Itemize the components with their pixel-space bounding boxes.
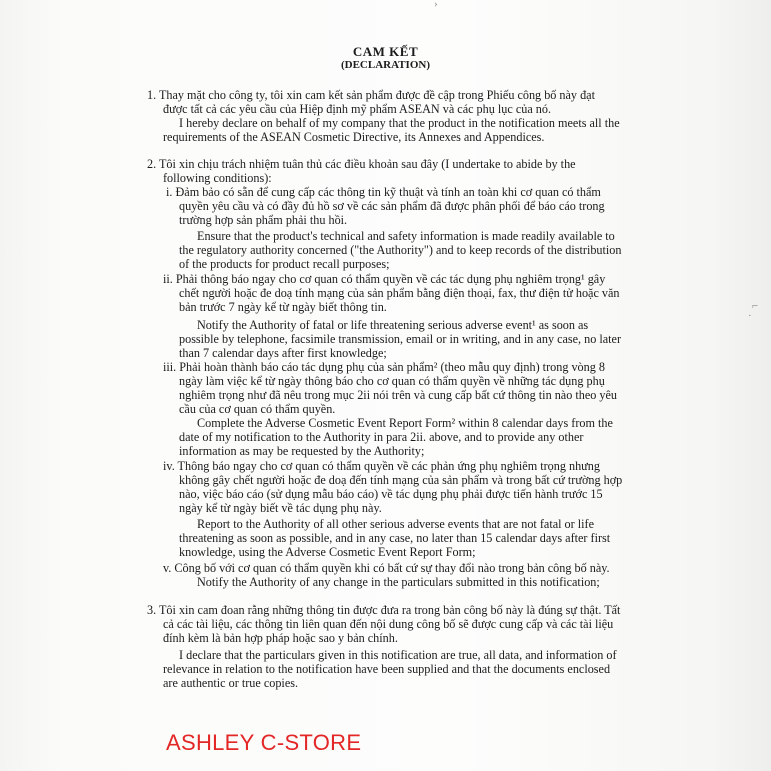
item-ii-en-line: than 7 calendar days after first knowledge;	[179, 346, 387, 360]
item-iii-en-line: Complete the Adverse Cosmetic Event Report Form² within 8 calendar days from the	[197, 416, 613, 430]
item-i-vi-line: i. Đảm bảo có sẵn để cung cấp các thông tin kỹ thuật và tính an toàn khi cơ quan có thẩm	[166, 185, 601, 199]
item-v-vi-line: v. Công bố với cơ quan có thẩm quyền khi có bất cứ sự thay đổi nào trong bản công bố này.	[163, 561, 610, 575]
section1-en-line: I hereby declare on behalf of my company that the product in the notification meets all the	[179, 116, 620, 130]
section1-vi-line: 1. Thay mặt cho công ty, tôi xin cam kết sản phẩm được đề cập trong Phiếu công bố này đạt	[147, 88, 595, 102]
store-watermark: ASHLEY C-STORE	[166, 730, 362, 755]
section2-intro-line: following conditions):	[163, 171, 272, 185]
section3-vi-line: đính kèm là bản hợp pháp hoặc sao y bản chính.	[163, 631, 398, 645]
item-iv-vi-line: không gây chết người hoặc đe doạ đến tính mạng của sản phẩm và trong bất cứ trường hợp	[179, 473, 623, 487]
item-ii-en-line: possible by telephone, facsimile transmission, email or in writing, and in any case, no later	[179, 332, 622, 346]
section1-en-line: requirements of the ASEAN Cosmetic Directive, its Annexes and Appendices.	[163, 130, 545, 144]
document-title: CAM KẾT	[352, 44, 419, 59]
item-iv-vi-line: iv. Thông báo ngay cho cơ quan có thẩm quyền về các phản ứng phụ nghiêm trọng nhưng	[163, 459, 600, 473]
item-iii-vi-line: iii. Phải hoàn thành báo cáo tác dụng phụ của sản phẩm² (theo mẫu quy định) trong vòng 8	[163, 360, 605, 374]
item-iv-en-line: Report to the Authority of all other serious adverse events that are not fatal or life	[197, 517, 594, 531]
item-iv-en-line: knowledge, using the Adverse Cosmetic Event Report Form;	[179, 545, 476, 559]
section3-vi-line: 3. Tôi xin cam đoan rằng những thông tin được đưa ra trong bản công bố này là đúng sự thật. Tất	[147, 603, 621, 617]
item-iv-vi-line: nào, việc báo cáo (sử dụng mẫu báo cáo) về tác dụng phụ phải được tiến hành trước 15	[179, 487, 603, 501]
item-i-vi-line: quyền yêu cầu và có đầy đủ hồ sơ về các sản phẩm đã được phân phối để báo cáo trong	[179, 199, 605, 213]
item-i-en-line: of the products for product recall purposes;	[179, 257, 390, 271]
item-i-vi-line: trường hợp sản phẩm phải thu hồi.	[179, 213, 348, 227]
item-iii-en-line: date of my notification to the Authority in para 2ii. above, and to provide any other	[179, 430, 584, 444]
section2-intro-line: 2. Tôi xin chịu trách nhiệm tuân thủ các điều khoản sau đây (I undertake to abide by the	[147, 157, 576, 171]
item-iii-en-line: information as may be requested by the Authority;	[179, 444, 425, 458]
section3-en-line: are authentic or true copies.	[163, 676, 299, 690]
item-iii-vi-line: ngày làm việc kể từ ngày thông báo cho cơ quan có thẩm quyền về những tác dụng phụ	[179, 374, 605, 388]
page-top-mark: ›	[434, 0, 438, 10]
item-iv-vi-line: ngày kể từ ngày biết về tác dụng phụ này.	[179, 501, 382, 515]
item-i-en-line: Ensure that the product's technical and safety information is made readily available to	[197, 229, 615, 243]
section1-vi-line: được tất cả các yêu cầu của Hiệp định mỹ phẩm ASEAN và các phụ lục của nó.	[163, 102, 552, 116]
margin-mark: ·	[748, 310, 752, 322]
item-ii-en-line: Notify the Authority of fatal or life threatening serious adverse event¹ as soon as	[197, 318, 589, 332]
item-iii-vi-line: cầu của cơ quan có thẩm quyền.	[179, 402, 336, 416]
item-ii-vi-line: ii. Phải thông báo ngay cho cơ quan có thẩm quyền về các tác dụng phụ nghiêm trọng¹ gây	[163, 272, 606, 286]
item-iii-vi-line: nghiêm trọng như đã nêu trong mục 2ii nói trên và cung cấp bất cứ thông tin nào theo yêu	[179, 388, 617, 402]
section3-en-line: relevance in relation to the notification have been supplied and that the documents enclosed	[163, 662, 611, 676]
section3-vi-line: cả các tài liệu, các thông tin liên quan đến nội dung công bố sẽ được cung cấp và các tài liệu	[163, 617, 614, 631]
document-subtitle: (DECLARATION)	[340, 59, 431, 71]
item-ii-vi-line: chết người hoặc đe doạ tính mạng của sản phẩm bằng điện thoại, fax, thư điện tử hoặc văn	[179, 286, 620, 300]
item-v-en-line: Notify the Authority of any change in the particulars submitted in this notification;	[197, 575, 600, 589]
item-i-en-line: the regulatory authority concerned ("the Authority") and to keep records of the distribution	[179, 243, 622, 257]
item-ii-vi-line: bản trước 7 ngày kể từ ngày biết thông tin.	[179, 300, 387, 314]
margin-mark: ⌐	[752, 300, 759, 312]
item-iv-en-line: threatening as soon as possible, and in any case, no later than 15 calendar days after first	[179, 531, 611, 545]
section3-en-line: I declare that the particulars given in this notification are true, all data, and information of	[179, 648, 617, 662]
